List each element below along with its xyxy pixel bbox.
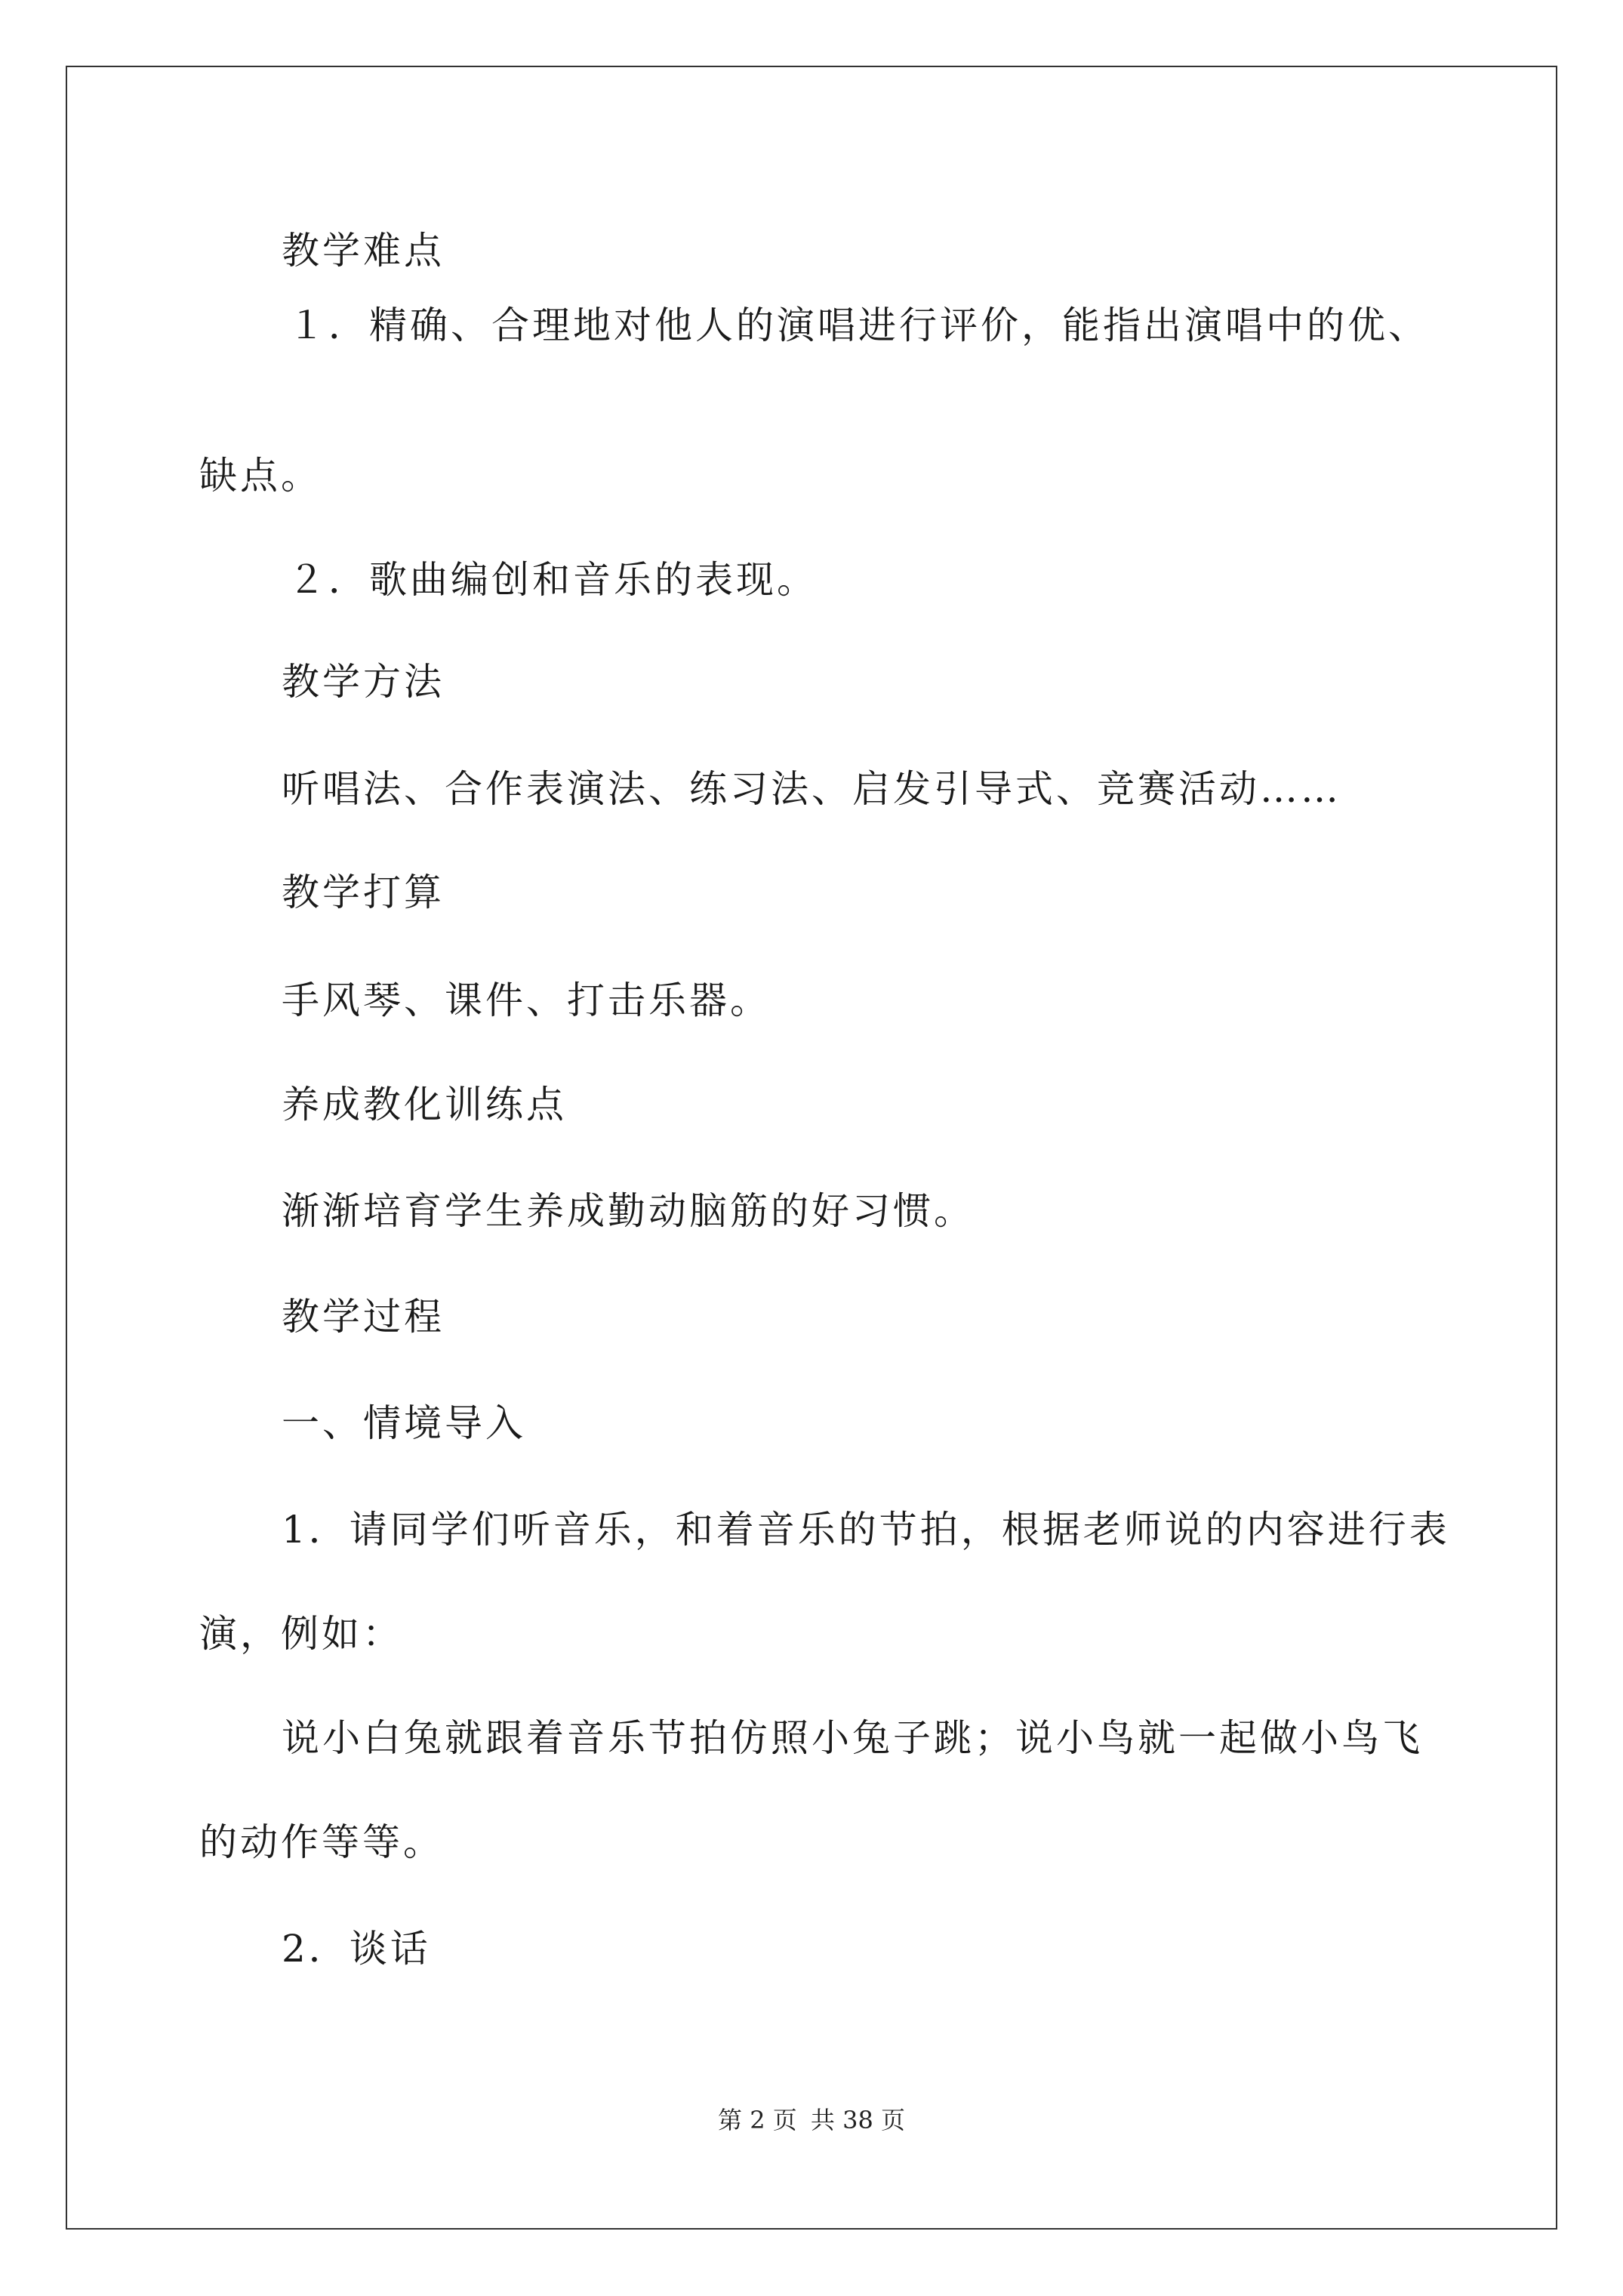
paragraph-line: 手风琴、课件、打击乐器。	[282, 978, 771, 1022]
paragraph-line: 演，例如：	[199, 1612, 403, 1656]
paragraph-line: 的动作等等。	[199, 1820, 444, 1864]
paragraph-line: 渐渐培育学生养成勤动脑筋的好习惯。	[282, 1189, 975, 1233]
page-total: 共 38 页	[810, 2106, 905, 2134]
page-footer	[0, 2105, 1623, 2135]
heading-teaching-difficulties: 教学难点	[282, 229, 445, 273]
paragraph-line: 缺点。	[199, 454, 322, 498]
paragraph-line: 2．谈话	[282, 1927, 431, 1971]
paragraph-line: ２．歌曲编创和音乐的表现。	[288, 558, 818, 602]
section-heading: 一、情境导入	[282, 1401, 526, 1445]
paragraph-line: 1．请同学们听音乐，和着音乐的节拍，根据老师说的内容进行表	[282, 1508, 1450, 1552]
paragraph-line: 说小白兔就跟着音乐节拍仿照小兔子跳；说小鸟就一起做小鸟飞	[282, 1716, 1423, 1760]
heading-teaching-preparation: 教学打算	[282, 871, 445, 914]
page-number: 第 2 页	[718, 2106, 797, 2134]
heading-teaching-process: 教学过程	[282, 1295, 445, 1339]
paragraph-line: 听唱法、合作表演法、练习法、启发引导式、竞赛活动……	[282, 767, 1341, 811]
heading-teaching-methods: 教学方法	[282, 660, 445, 704]
page-border	[66, 66, 1557, 2230]
heading-training-point: 养成教化训练点	[282, 1083, 567, 1126]
paragraph-line: １．精确、合理地对他人的演唱进行评价，能指出演唱中的优、	[288, 304, 1429, 347]
